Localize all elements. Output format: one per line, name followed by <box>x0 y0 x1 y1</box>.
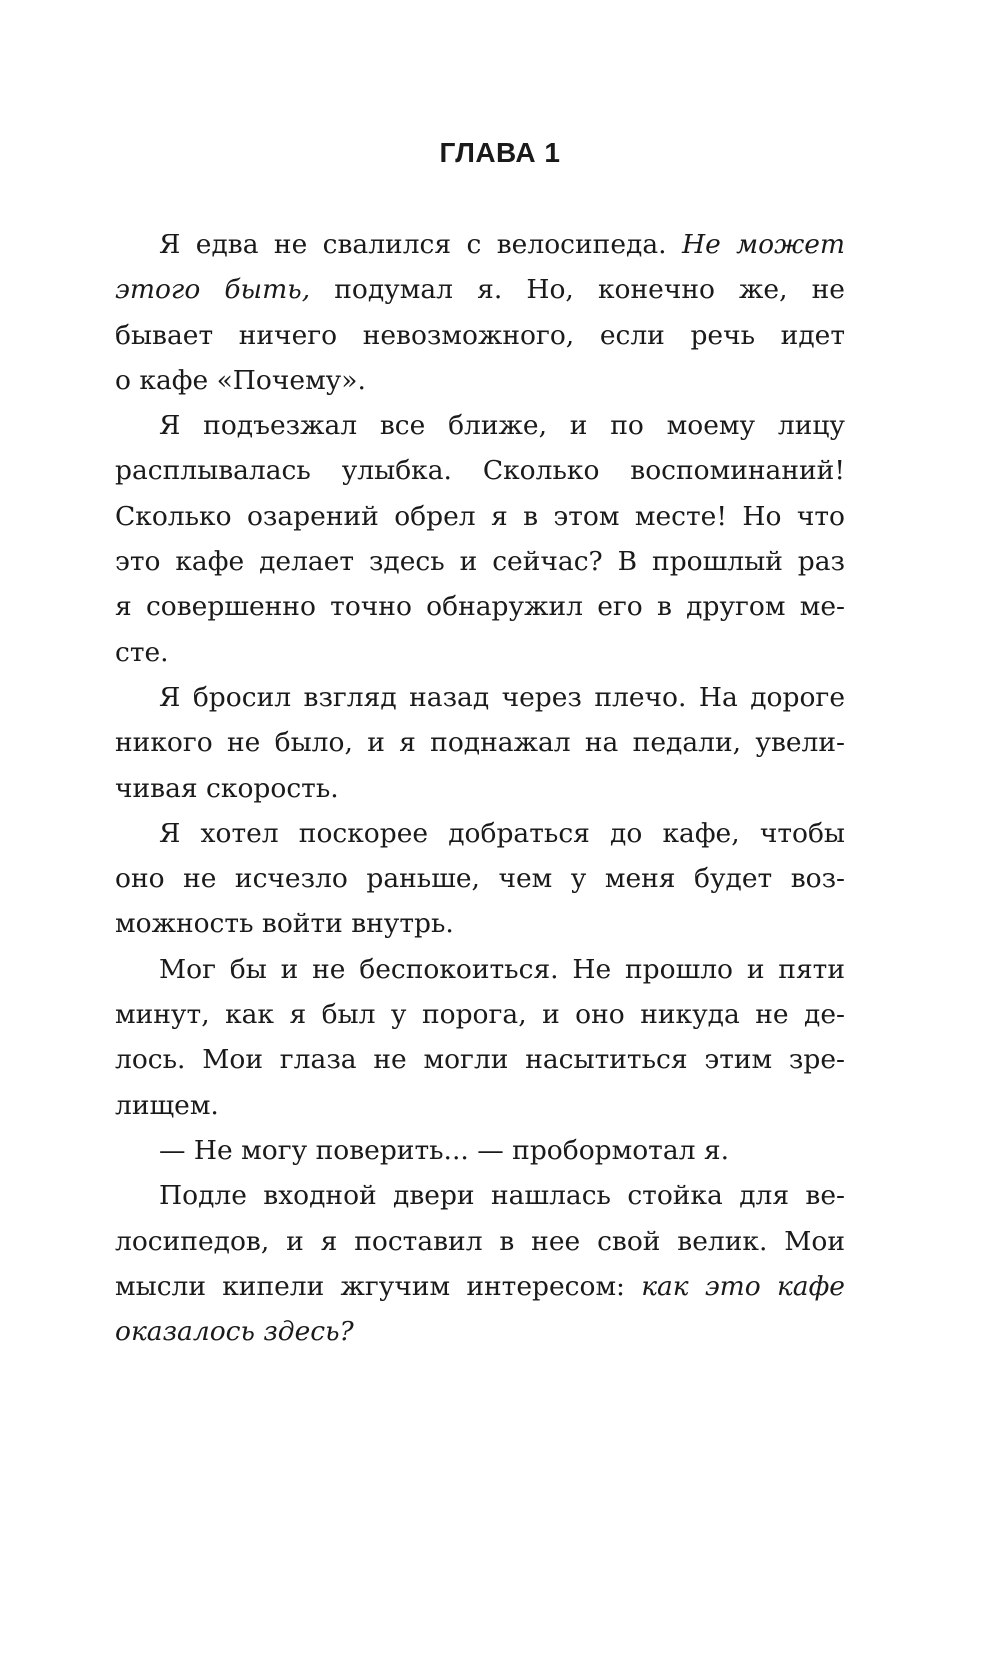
text-line: о кафе «Почему». <box>115 364 366 396</box>
text-line: Мог бы и не беспокоиться. Не прошло и пяти <box>159 953 845 985</box>
text-line: лосипедов, и я поставил в нее свой велик. Мои <box>115 1225 845 1257</box>
text-line: Я хотел поскорее добраться до кафе, чтобы <box>159 817 845 849</box>
text-line: сте. <box>115 636 169 668</box>
dialogue-line: — Не могу поверить... — пробормотал я. <box>159 1134 730 1166</box>
text-line: Сколько озарений обрел я в этом месте! Но что <box>115 500 845 532</box>
text-line: лищем. <box>115 1089 219 1121</box>
text-line: Я едва не свалился с велосипеда. Не может <box>159 229 846 260</box>
text-line: я совершенно точно обнаружил его в другом ме- <box>115 591 845 623</box>
text-line: чивая скорость. <box>115 772 339 804</box>
text-line: это кафе делает здесь и сейчас? В прошлый раз <box>115 546 845 578</box>
text-line: никого не было, и я поднажал на педали, увели- <box>115 727 845 759</box>
text-line: оно не исчезло раньше, чем у меня будет воз- <box>115 863 845 895</box>
text-line: бывает ничего невозможного, если речь идет <box>115 319 845 351</box>
text-line: расплывалась улыбка. Сколько воспоминаний! <box>115 455 845 487</box>
chapter-text <box>115 222 845 1354</box>
text-line: Подле входной двери нашлась стойка для ве- <box>159 1180 845 1212</box>
text-line: Я бросил взгляд назад через плечо. На дороге <box>159 681 845 713</box>
text-line: лось. Мои глаза не могли насытиться этим зре- <box>115 1044 845 1076</box>
text-line: Я подъезжал все ближе, и по моему лицу <box>159 410 845 442</box>
chapter-title: ГЛАВА 1 <box>439 137 561 168</box>
text-line: этого быть, подумал я. Но, конечно же, не <box>115 274 845 306</box>
text-line: оказалось здесь? <box>115 1316 354 1348</box>
text-line: можность войти внутрь. <box>115 908 454 940</box>
text-line: минут, как я был у порога, и оно никуда не де- <box>115 999 845 1031</box>
text-line: мысли кипели жгучим интересом: как это кафе <box>115 1270 845 1302</box>
